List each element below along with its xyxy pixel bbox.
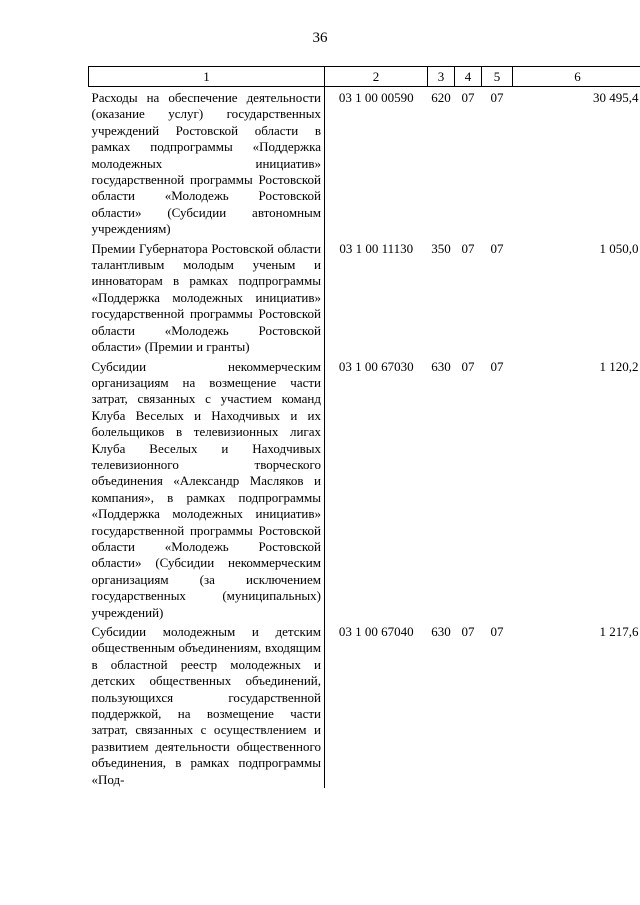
row-target-code: 03 1 00 00590 [338,90,414,105]
budget-table [88,66,640,788]
table-row [89,356,640,622]
row-subsection: 07 [490,358,504,374]
table-row [89,87,640,238]
row-target-code: 03 1 00 11130 [339,240,414,256]
row-subsection: 07 [490,240,504,256]
row-amount: 30 495,4 [593,90,639,105]
row-section: 07 [461,624,475,639]
row-subsection: 07 [490,624,504,639]
table-row [89,621,640,788]
row-description: Субсидии некоммерческим организациям на возмещение части затрат, связанных с участием команд Клуба Веселых и Находчивых и их болельщиков в телевизионных лигах Клуба Веселых и Находчивых телевизионного творческого объединения «Александр Масляков и компания», в рамках подпрограммы «Поддержка молодежных инициатив» государственной программы Ростовской области «Молодежь Ростовской области» (Субсидии некоммерческим организациям (за исключением государственных (муниципальных) учреждений) [89,356,325,622]
table-row [89,238,640,356]
row-amount: 1 050,0 [599,240,639,256]
row-target-code: 03 1 00 67040 [338,624,414,639]
table-header-row [89,67,640,87]
column-header: 2 [325,67,428,87]
row-amount: 1 120,2 [599,358,639,374]
row-amount: 1 217,6 [599,624,639,639]
column-header: 3 [428,67,455,87]
row-expense-type: 630 [431,624,451,639]
row-description: Премии Губернатора Ростовской области талантливым молодым ученым и инноваторам в рамках подпрограммы «Поддержка молодежных инициатив» государственной программы Ростовской области «Молодежь Ростовской области» (Премии и гранты) [89,238,325,356]
row-description: Субсидии молодежным и детским общественным объединениям, входящим в областной реестр молодежных и детских общественных объединений, пользующихся государственной поддержкой, на возмещение части затрат, связанных с осуществлением и развитием деятельности общественного объединения, в рамках подпрограммы «Под- [89,621,325,788]
row-subsection: 07 [490,90,504,105]
row-section: 07 [461,240,475,256]
column-header: 6 [513,67,640,87]
column-header: 4 [455,67,482,87]
row-description: Расходы на обеспечение деятельности (оказание услуг) государственных учреждений Ростовской области в рамках подпрограммы «Поддержка молодежных инициатив» государственной программы Ростовской области «Молодежь Ростовской области» (Субсидии автономным учреждениям) [89,87,325,238]
row-expense-type: 620 [431,90,451,105]
column-header: 5 [482,67,513,87]
row-expense-type: 630 [431,358,451,374]
row-expense-type: 350 [431,240,451,256]
page-number: 36 [312,30,328,46]
column-header: 1 [89,67,325,87]
row-section: 07 [461,358,475,374]
row-section: 07 [461,90,475,105]
row-target-code: 03 1 00 67030 [338,358,414,374]
